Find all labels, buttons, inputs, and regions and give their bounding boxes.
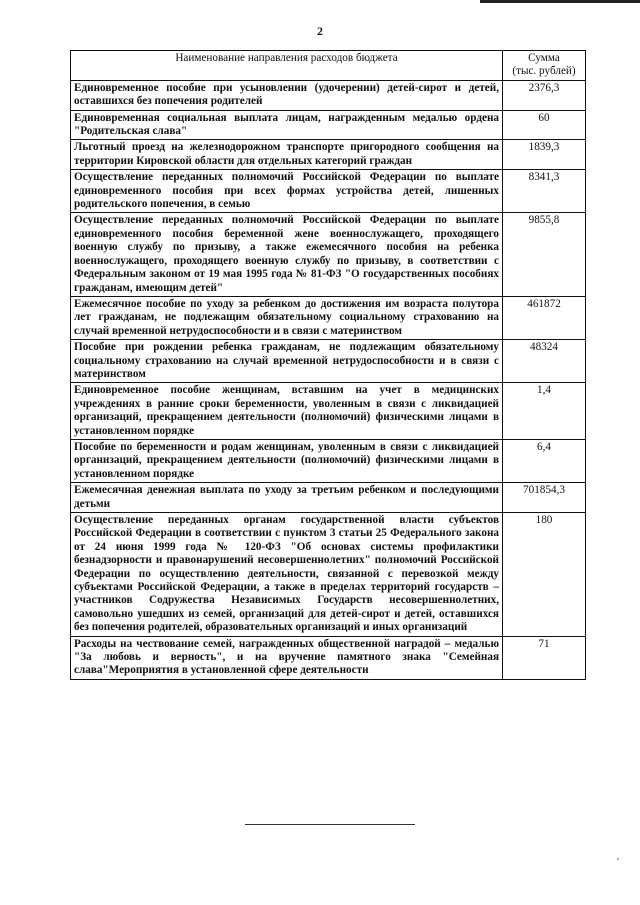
row-sum: 60 — [503, 110, 586, 140]
row-sum: 8341,3 — [503, 170, 586, 213]
row-sum: 701854,3 — [503, 483, 586, 513]
table-row — [71, 80, 586, 110]
row-name: Осуществление переданных органам государственной власти субъектов Российской Федерации в соответствии с пунктом 3 статьи 25 Федерального закона от 24 июня 1999 года № 120-ФЗ "Об основах системы профилактики безнадзорности и правонарушений несовершеннолетних" полномочий Российской Федерации по осуществлению деятельности, связанной с перевозкой между субъектами Российской Федерации, а также в пределах территорий государств – участников Содружества Независимых Государств несовершеннолетних, самовольно ушедших из семей, организаций для детей-сирот и детей, оставшихся без попечения родителей, образовательных организаций и иных организаций — [71, 513, 503, 637]
row-sum: 48324 — [503, 340, 586, 383]
row-name: Осуществление переданных полномочий Российской Федерации по выплате единовременного пособия при всех формах устройства детей, лишенных родительского попечения, в семью — [71, 170, 503, 213]
table-row — [71, 439, 586, 482]
table-row — [71, 340, 586, 383]
header-sum-label: Сумма — [528, 52, 560, 64]
row-name: Единовременное пособие при усыновлении (удочерении) детей-сирот и детей, оставшихся без попечения родителей — [71, 80, 503, 110]
row-name: Пособие при рождении ребенка гражданам, не подлежащим обязательному социальному страхованию на случай временной нетрудоспособности и в связи с материнством — [71, 340, 503, 383]
row-sum: 2376,3 — [503, 80, 586, 110]
page-number: 2 — [317, 24, 323, 38]
table-row — [71, 110, 586, 140]
row-name: Ежемесячное пособие по уходу за ребенком до достижения им возраста полутора лет гражданам, не подлежащим обязательному социальному страхованию на случай временной нетрудоспособности и в связи с материнством — [71, 296, 503, 339]
row-sum: 461872 — [503, 296, 586, 339]
table-row — [71, 636, 586, 679]
table-row — [71, 513, 586, 637]
row-sum: 180 — [503, 513, 586, 637]
budget-expenses-table — [70, 50, 586, 680]
row-sum: 71 — [503, 636, 586, 679]
row-sum: 1839,3 — [503, 140, 586, 170]
table-row — [71, 296, 586, 339]
header-name-cell: Наименование направления расходов бюджета — [71, 51, 503, 81]
row-name: Льготный проезд на железнодорожном транспорте пригородного сообщения на территории Кировской области для отдельных категорий граждан — [71, 140, 503, 170]
row-name: Единовременное пособие женщинам, вставшим на учет в медицинских учреждениях в ранние сроки беременности, уволенным в связи с ликвидацией организаций, прекращением деятельности (полномочий) физическими лицами в установленном порядке — [71, 383, 503, 440]
row-name: Единовременная социальная выплата лицам, награжденным медалью ордена "Родительская слава" — [71, 110, 503, 140]
row-name: Ежемесячная денежная выплата по уходу за третьим ребенком и последующими детьми — [71, 483, 503, 513]
end-separator-line — [245, 824, 415, 825]
row-name: Осуществление переданных полномочий Российской Федерации по выплате единовременного пособия беременной жене военнослужащего, проходящего военную службу по призыву, а также ежемесячного пособия на ребенка военнослужащего, проходящего военную службу по призыву, в соответствии с Федеральным законом от 19 мая 1995 года № 81-ФЗ "О государственных пособиях гражданам, имеющим детей" — [71, 213, 503, 296]
row-sum: 1,4 — [503, 383, 586, 440]
table-row — [71, 483, 586, 513]
header-sum-unit: (тыс. рублей) — [512, 65, 576, 78]
row-name: Пособие по беременности и родам женщинам, уволенным в связи с ликвидацией организаций, прекращением деятельности (полномочий) физическими лицами в установленном порядке — [71, 439, 503, 482]
header-sum-cell — [503, 51, 586, 81]
row-sum: 6,4 — [503, 439, 586, 482]
table-row — [71, 140, 586, 170]
table-row — [71, 383, 586, 440]
table-row — [71, 170, 586, 213]
scan-speck — [617, 858, 619, 860]
table-row — [71, 213, 586, 296]
row-name: Расходы на чествование семей, награжденных общественной наградой – медалью "За любовь и верность", и на вручение памятного знака "Семейная слава"Мероприятия в установленной сфере деятельности — [71, 636, 503, 679]
table-header-row — [71, 51, 586, 81]
row-sum: 9855,8 — [503, 213, 586, 296]
scan-edge-line — [480, 0, 640, 3]
